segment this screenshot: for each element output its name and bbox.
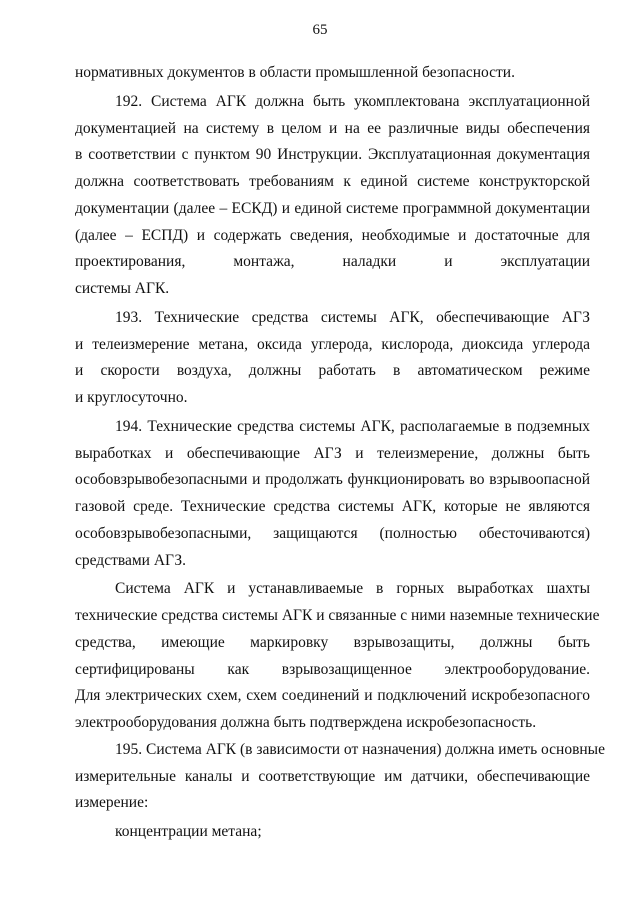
text-line: особовзрывобезопасными, защищаются (полностью обесточиваются) [75, 524, 590, 542]
text-line: сертифицированы как взрывозащищенное электрооборудование. [75, 660, 590, 678]
text-line: выработках и обеспечивающие АГЗ и телеизмерение, должны быть [75, 444, 590, 462]
text-line: 193. Технические средства системы АГК, обеспечивающие АГЗ [115, 308, 590, 326]
text-line: особовзрывобезопасными и продолжать функционировать во взрывоопасной [75, 471, 590, 489]
text-line: технические средства системы АГК и связанные с ними наземные технические [75, 607, 600, 624]
text-line: и круглосуточно. [75, 389, 188, 406]
text-line: (далее – ЕСПД) и содержать сведения, необходимые и достаточные для [75, 226, 590, 244]
text-line: документации (далее – ЕСКД) и единой системе программной документации [75, 199, 590, 217]
text-line: средства, имеющие маркировку взрывозащиты, должны быть [75, 633, 590, 651]
text-line: измерительные каналы и соответствующие им датчики, обеспечивающие [75, 767, 590, 785]
text-line: должна соответствовать требованиям к единой системе конструкторской [75, 173, 590, 190]
text-line: измерение: [75, 794, 149, 812]
text-line: системы АГК. [75, 280, 170, 297]
text-line: проектирования, монтажа, наладки и эксплуатации [75, 253, 590, 271]
text-line: документацией на систему в целом и на ее различные виды обеспечения [75, 119, 590, 137]
document-body [75, 60, 605, 846]
text-line: газовой среде. Технические средства системы АГК, которые не являются [75, 498, 590, 515]
text-line: 192. Система АГК должна быть укомплектована эксплуатационной [115, 92, 590, 110]
text-line: в соответствии с пунктом 90 Инструкции. Эксплуатационная документация [75, 146, 590, 164]
text-line: и телеизмерение метана, оксида углерода, кислорода, диоксида углерода [75, 335, 590, 353]
page-number: 65 [312, 22, 328, 38]
text-line: 195. Система АГК (в зависимости от назначения) должна иметь основные [115, 740, 605, 758]
text-line: 194. Технические средства системы АГК, располагаемые в подземных [115, 417, 590, 435]
text-line: концентрации метана; [115, 823, 262, 840]
text-line: электрооборудования должна быть подтверждена искробезопасность. [75, 714, 537, 731]
text-line: средствами АГЗ. [75, 551, 186, 569]
text-line: Для электрических схем, схем соединений и подключений искробезопасного [75, 687, 590, 705]
text-line: Система АГК и устанавливаемые в горных выработках шахты [115, 580, 590, 598]
text-line: нормативных документов в области промышленной безопасности. [75, 64, 515, 81]
text-line: и скорости воздуха, должны работать в автоматическом режиме [75, 362, 590, 380]
